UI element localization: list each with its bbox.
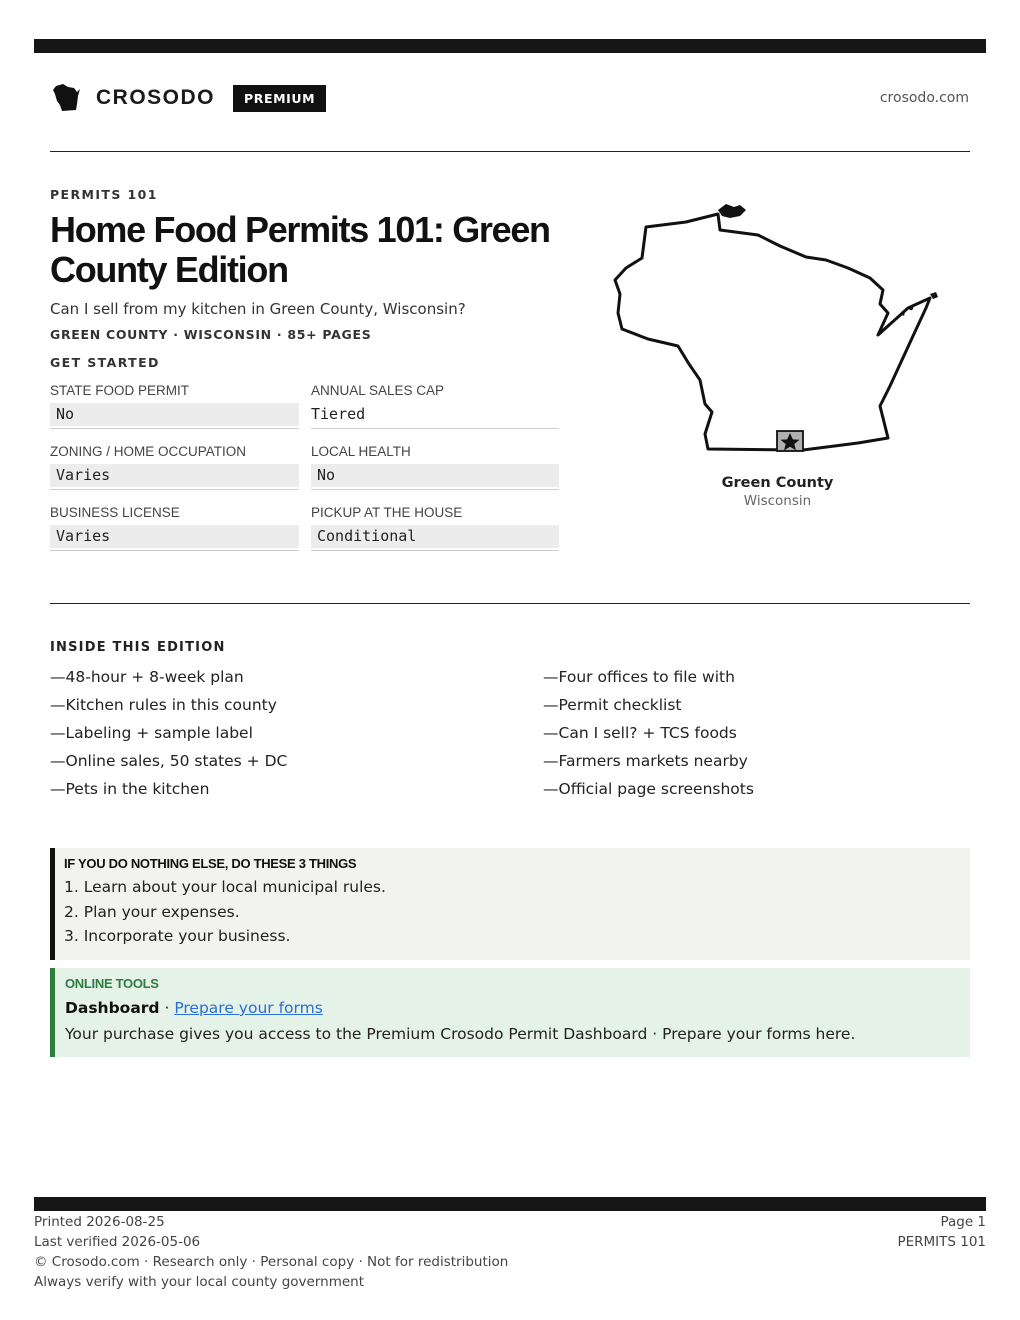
footer-right xyxy=(897,1212,986,1252)
prepare-forms-link[interactable]: Prepare your forms xyxy=(174,999,323,1017)
eyebrow: PERMITS 101 xyxy=(50,187,158,202)
doorcounty-island xyxy=(718,204,746,218)
stat-business-license xyxy=(50,504,299,551)
stat-annual-sales-cap xyxy=(311,382,559,429)
toc-item: —48-hour + 8-week plan xyxy=(50,668,244,686)
stat-value: Conditional xyxy=(311,525,559,548)
toc-item: —Can I sell? + TCS foods xyxy=(543,724,737,742)
stat-zoning xyxy=(50,443,299,490)
toc-list-left xyxy=(50,666,287,806)
tools-description: Your purchase gives you access to the Premium Crosodo Permit Dashboard · Prepare your forms here. xyxy=(65,1025,856,1043)
printed-date: Printed 2026-08-25 xyxy=(34,1214,165,1230)
subtitle: Can I sell from my kitchen in Green County, Wisconsin? xyxy=(50,300,466,318)
header-divider xyxy=(50,151,970,152)
toc-item: —Four offices to file with xyxy=(543,668,735,686)
disclaimer: Always verify with your local county government xyxy=(34,1274,364,1290)
map-caption xyxy=(700,475,855,509)
page-title: Home Food Permits 101: Green County Edition xyxy=(50,209,550,290)
meta-line: GREEN COUNTY · WISCONSIN · 85+ PAGES xyxy=(50,327,372,342)
header xyxy=(50,78,970,118)
state-outline xyxy=(615,214,930,450)
stat-value: Tiered xyxy=(311,405,366,423)
brand-name: CROSODO xyxy=(96,86,216,109)
callout-item: 3. Incorporate your business. xyxy=(64,927,291,945)
toc-item: —Pets in the kitchen xyxy=(50,780,210,798)
online-tools-box xyxy=(50,968,970,1057)
top-bar xyxy=(34,39,986,53)
map-state-name: Wisconsin xyxy=(743,493,812,509)
stat-local-health xyxy=(311,443,559,490)
stat-label: PICKUP AT THE HOUSE xyxy=(311,505,463,520)
wisconsin-map xyxy=(608,198,948,460)
bottom-bar xyxy=(34,1197,986,1211)
premium-badge: PREMIUM xyxy=(233,85,326,112)
toc-list-right xyxy=(543,666,754,806)
tools-title: ONLINE TOOLS xyxy=(65,976,159,991)
stat-state-food-permit xyxy=(50,382,299,429)
stat-value: Varies xyxy=(50,464,299,487)
dashboard-label: Dashboard xyxy=(65,999,160,1017)
lake-island xyxy=(909,306,913,310)
footer-left xyxy=(34,1212,508,1292)
stats-grid xyxy=(50,382,559,551)
toc-item: —Permit checklist xyxy=(543,696,682,714)
toc-item: —Labeling + sample label xyxy=(50,724,253,742)
toc-item: —Online sales, 50 states + DC xyxy=(50,752,288,770)
copyright: © Crosodo.com · Research only · Personal copy · Not for redistribution xyxy=(34,1254,509,1270)
stat-value: No xyxy=(311,464,559,487)
stat-label: ANNUAL SALES CAP xyxy=(311,383,445,398)
toc-item: —Farmers markets nearby xyxy=(543,752,748,770)
get-started-label: GET STARTED xyxy=(50,355,160,370)
separator: · xyxy=(159,999,175,1017)
toc-item: —Official page screenshots xyxy=(543,780,754,798)
verified-date: Last verified 2026-05-06 xyxy=(34,1234,201,1250)
lake-island xyxy=(901,312,904,315)
wisconsin-state-icon xyxy=(50,80,86,116)
page-number: Page 1 xyxy=(940,1214,986,1230)
stat-label: ZONING / HOME OCCUPATION xyxy=(50,444,247,459)
callout-item: 1. Learn about your local municipal rules. xyxy=(64,878,386,896)
map-county-name: Green County xyxy=(721,475,834,491)
callout-item: 2. Plan your expenses. xyxy=(64,902,240,921)
stat-label: STATE FOOD PERMIT xyxy=(50,383,190,398)
tools-links-line xyxy=(65,997,970,1023)
stat-pickup xyxy=(311,504,559,551)
callout-title: IF YOU DO NOTHING ELSE, DO THESE 3 THINGS xyxy=(64,856,357,871)
stat-label: LOCAL HEALTH xyxy=(311,444,411,459)
three-things-callout xyxy=(50,848,970,960)
toc-item: —Kitchen rules in this county xyxy=(50,696,277,714)
stat-label: BUSINESS LICENSE xyxy=(50,505,180,520)
callout-list xyxy=(64,877,970,951)
stat-value: No xyxy=(50,403,299,426)
section-divider xyxy=(50,603,970,604)
stat-value: Varies xyxy=(50,525,299,548)
footer-section: PERMITS 101 xyxy=(897,1234,986,1250)
inside-label: INSIDE THIS EDITION xyxy=(50,640,226,655)
site-url[interactable]: crosodo.com xyxy=(879,90,969,106)
